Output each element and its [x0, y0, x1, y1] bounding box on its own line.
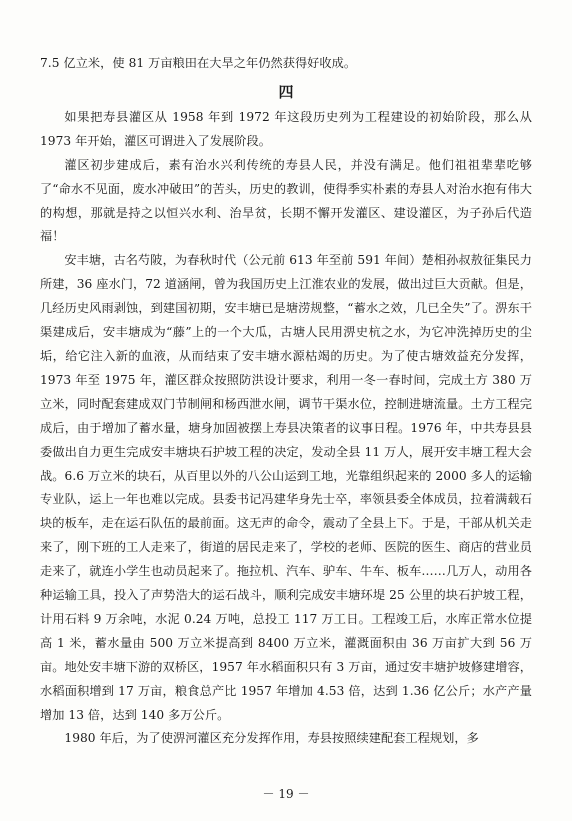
- paragraph: 1980 年后，为了使淠河灌区充分发挥作用，寿县按照续建配套工程规划，多: [64, 731, 479, 746]
- page-number: － 19 －: [262, 787, 310, 801]
- paragraph: 灌区初步建成后，素有治水兴利传统的寿县人民，并没有满足。他们祖祖辈辈吃够了“命水不见面，废水冲破田”的苦头，历史的教训，使得季实朴素的寿县人对治水抱有伟大的构想，那就是持之以恒兴水利、治旱贫，长期不懈开发灌区、建设灌区，为子孙后代造福！: [40, 157, 532, 244]
- paragraph: 安丰塘，古名芍陂，为春秋时代（公元前 613 年至前 591 年间）楚相孙叔敖征集民力所建，36 座水门，72 道涵闸，曾为我国历史上江淮农业的发展，做出过巨大贡献。但是，几经历史风雨剥蚀，到建国初期，安丰塘已是塘涝规整，“蓄水之效，几已全失”了。淠东干渠建成后，安丰塘成为“藤”上的一个大瓜，古塘人民用淠史杭之水，为它冲洗掉历史的尘垢，给它注入新的血液，从而结束了安丰塘水源枯竭的历史。为了使古塘效益充分发挥，1973 年至 1975 年，灌区群众按照防洪设计要求，利用一冬一春时间，完成土方 380 万立米，同时配套建成双门节制闸和杨西泄水闸，调节干渠水位，控制进塘流量。土方工程完成后，由于增加了蓄水量，塘身加固被摆上寿县决策者的议事日程。1976 年，中共寿县县委做出自力更生完成安丰塘块石护坡工程的决定，发动全县 11 万人，展开安丰塘工程大会战。6.6 万立米的块石，从百里以外的八公山运到工地，光靠组织起来的 2000 多人的运输专业队，运上一年也难以完成。县委书记冯建华身先士卒，率领县委全体成员，拉着满载石块的板车，走在运石队伍的最前面。这无声的命令，震动了全县上下。于是，干部从机关走来了，刚下班的工人走来了，街道的居民走来了，学校的老师、医院的医生、商店的营业员走来了，就连小学生也动员起来了。拖拉机、汽车、驴车、牛车、板车……几万人，动用各种运输工具，投入了声势浩大的运石战斗，顺利完成安丰塘环堤 25 公里的块石护坡工程，计用石料 9 万余吨，水泥 0.24 万吨，总投工 117 万工日。工程竣工后，水库正常水位提高 1 米，蓄水量由 500 万立米提高到 8400 万立米，灌溉面积由 36 万亩扩大到 56 万亩。地处安丰塘下游的双桥区，1957 年水稻面积只有 3 万亩，通过安丰塘护坡修建增容，水稻面积增到 17 万亩，粮食总产比 1957 年增加 4.53 倍，达到 1.36 亿公斤；水产产量增加 13 倍，达到 140 多万公斤。: [40, 253, 532, 722]
- section-heading: 四: [278, 82, 294, 101]
- body-text: [40, 52, 532, 751]
- opening-fragment: 7.5 亿立米，使 81 万亩粮田在大旱之年仍然获得好收成。: [40, 56, 357, 70]
- paragraph: 如果把寿县灌区从 1958 年到 1972 年这段历史列为工程建设的初始阶段，那么从 1973 年开始，灌区可谓进入了发展阶段。: [40, 109, 532, 148]
